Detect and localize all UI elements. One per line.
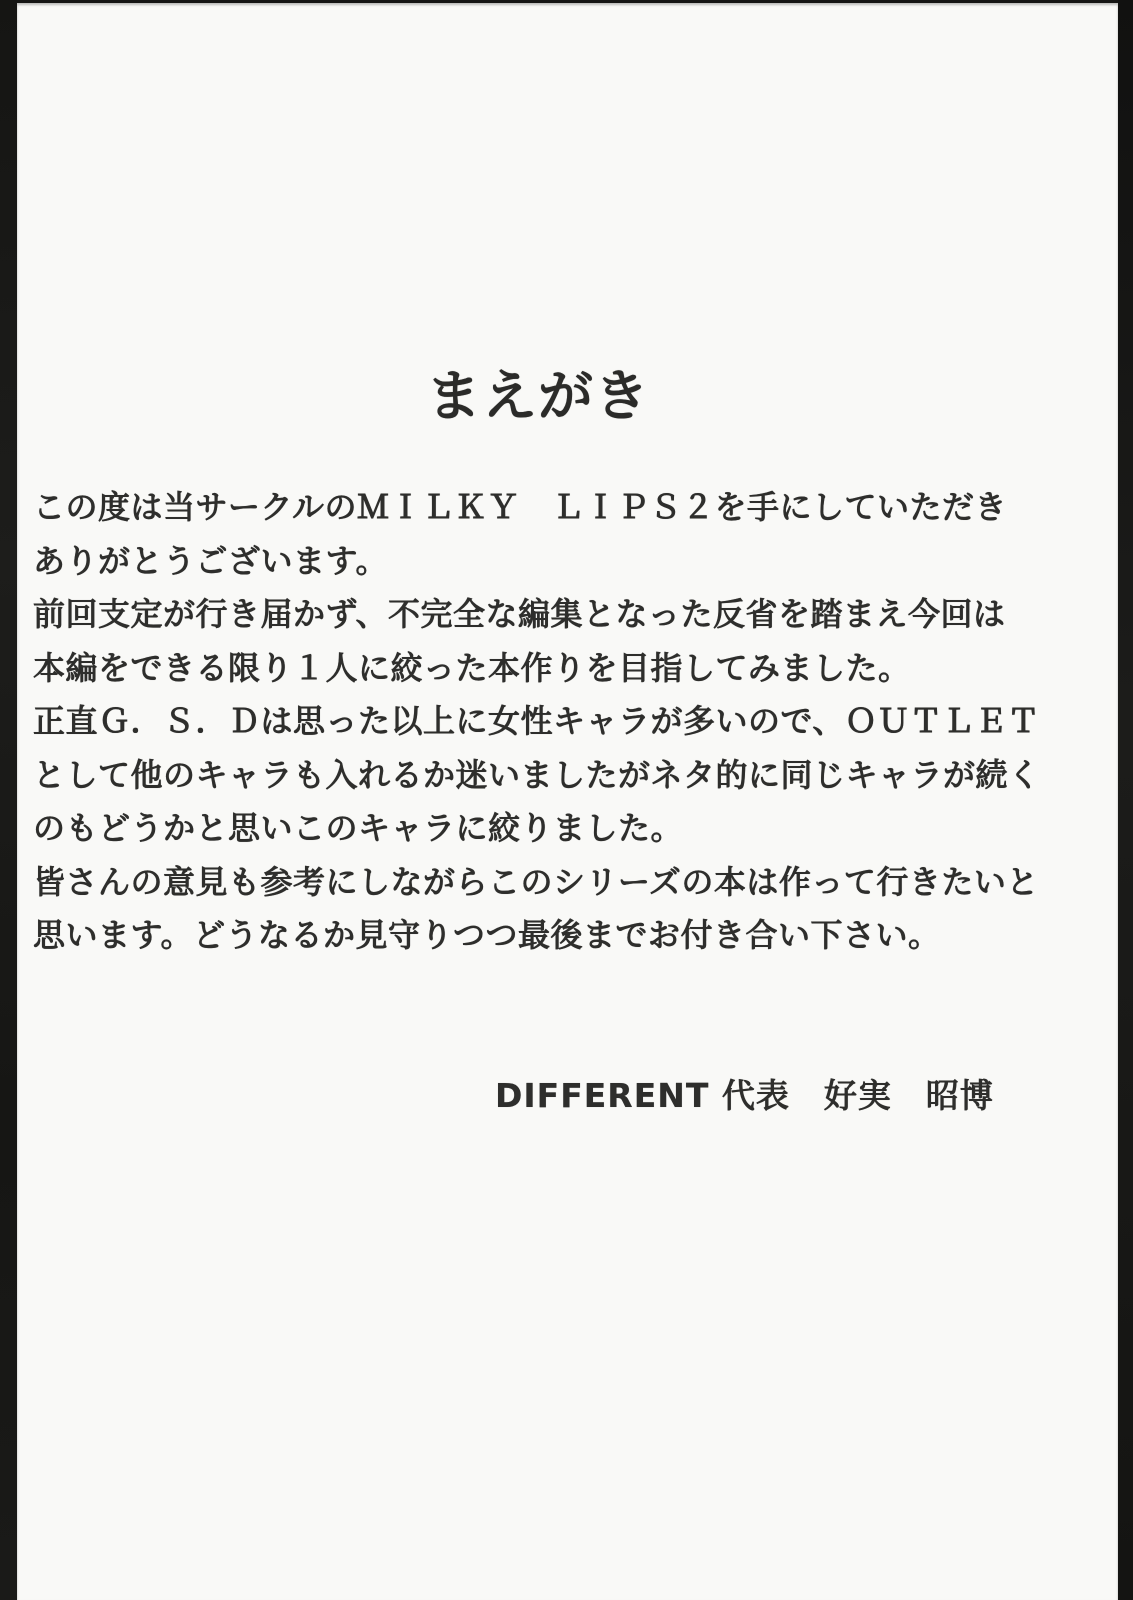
body-line: 本編をできる限り１人に絞った本作りを目指してみました。 — [33, 648, 911, 687]
body-line: 皆さんの意見も参考にしながらこのシリーズの本は作って行きたいと — [33, 862, 1039, 901]
author-attribution: DIFFERENT 代表 好実 昭博 — [495, 1076, 994, 1115]
body-line: のもどうかと思いこのキャラに絞りました。 — [33, 809, 684, 847]
paper-page — [17, 3, 1118, 1600]
body-line: 前回支定が行き届かず、不完全な編集となった反省を踏まえ今回は — [33, 595, 1006, 633]
body-line: として他のキャラも入れるか迷いましたがネタ的に同じキャラが続く — [33, 755, 1041, 794]
page-title: まえがき — [426, 364, 651, 428]
preface-body — [33, 481, 1093, 963]
body-line: 正直Ｇ．Ｓ．Ｄは思った以上に女性キャラが多いので、ＯＵＴＬＥＴ — [33, 702, 1040, 740]
body-line: ありがとうございます。 — [33, 541, 388, 580]
body-line: 思います。どうなるか見守りつつ最後までお付き合い下さい。 — [33, 916, 941, 954]
body-line: この度は当サークルのＭＩＬＫＹ ＬＩＰＳ２を手にしていただき — [33, 488, 1008, 526]
